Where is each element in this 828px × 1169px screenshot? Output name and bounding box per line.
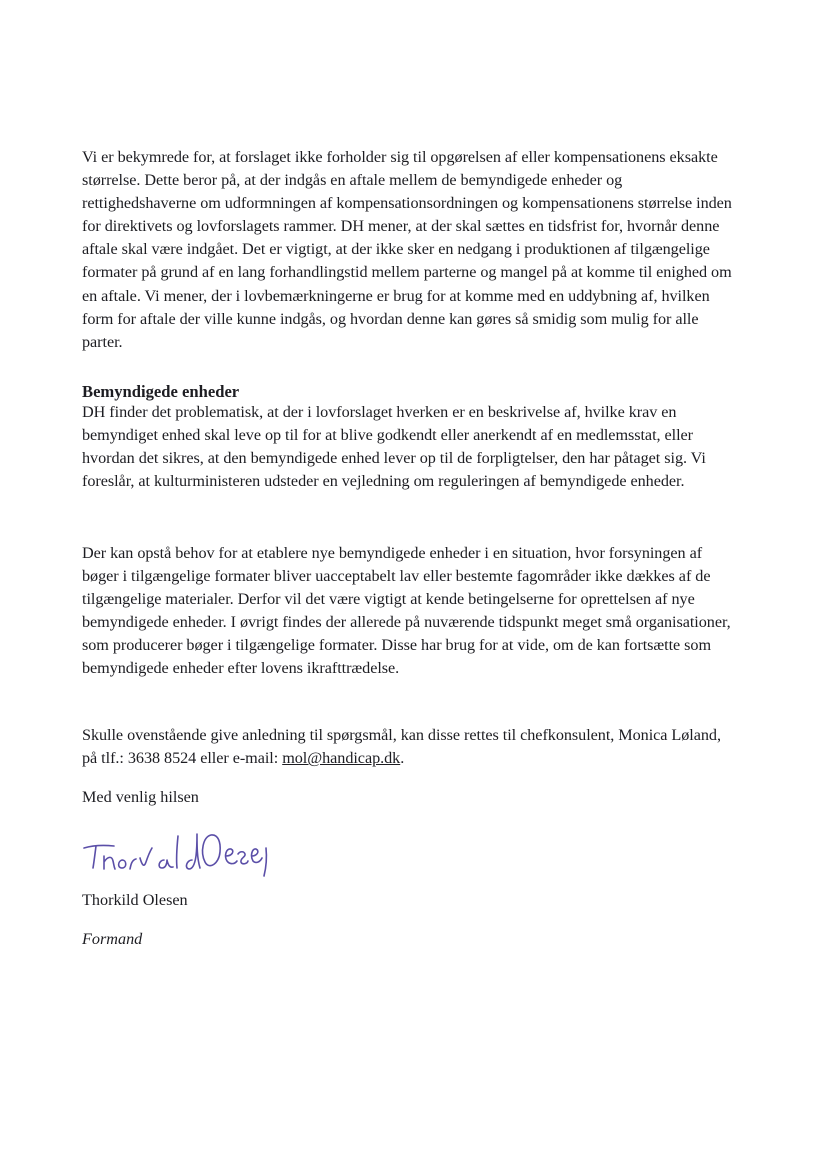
signer-name: Thorkild Olesen [82,891,188,909]
closing-greeting: Med venlig hilsen [82,788,199,806]
paragraph-requirements: DH finder det problematisk, at der i lovforslaget hverken er en beskrivelse af, hvilke krav en bemyndiget enhed skal leve op til for at blive godkendt eller anerkendt af en medlemsstat, eller hvordan det sikres, at den bemyndigede enhed lever op til de forpligtelser, den har påtaget sig. Vi foreslår, at kulturministeren udsteder en vejledning om reguleringen af bemyndigede enheder. [82,403,706,491]
signer-role: Formand [82,930,143,948]
paragraph-new-entities: Der kan opstå behov for at etablere nye bemyndigede enheder i en situation, hvor forsyningen af bøger i tilgængelige formater bliver uacceptabelt lav eller bestemte fagområder ikke dækkes af de tilgængelige materialer. Derfor vil det være vigtigt at kende betingelserne for oprettelsen af nye bemyndigede enheder. I øvrigt findes der allerede på nuværende tidspunkt meget små organisationer, som producerer bøger i tilgængelige formater. Disse har brug for at vide, om de kan fortsætte som bemyndigede enheder efter lovens ikrafttrædelse. [82,544,731,678]
paragraph-contact [82,724,732,770]
contact-text-end: . [400,749,405,768]
contact-text: Skulle ovenstående give anledning til spørgsmål, kan disse rettes til chefkonsulent, Monica Løland, på tlf.: 3638 8524 eller e-mail: [82,726,721,768]
handwritten-signature [80,818,280,880]
section-heading: Bemyndigede enheder [82,382,240,401]
paragraph-compensation: Vi er bekymrede for, at forslaget ikke forholder sig til opgørelsen af eller kompensationens eksakte størrelse. Dette beror på, at der indgås en aftale mellem de bemyndigede enheder og rettighedshaverne om udformningen af kompensationsordningen og kompensationens størrelse inden for direktivets og lovforslagets rammer. DH mener, at der skal sættes en tidsfrist for, hvornår denne aftale skal være indgået. Det er vigtigt, at der ikke sker en nedgang i produktionen af tilgængelige formater på grund af en lang forhandlingstid mellem parterne og mangel på at komme til enighed om en aftale. Vi mener, der i lovbemærkningerne er brug for at komme med en uddybning af, hvilken form for aftale der ville kunne indgås, og hvordan denne kan gøres så smidig som mulig for alle parter. [82,148,732,351]
email-link[interactable]: mol@handicap.dk [282,749,401,768]
